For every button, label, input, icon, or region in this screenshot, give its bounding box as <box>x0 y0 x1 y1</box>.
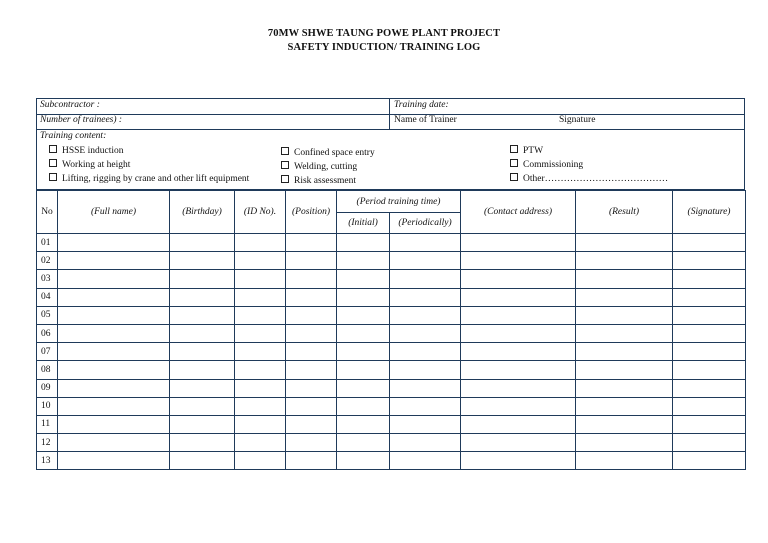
info-row-1 <box>37 99 744 115</box>
checkbox-icon[interactable] <box>49 159 57 167</box>
entry-cell[interactable] <box>390 234 461 252</box>
checkbox-icon[interactable] <box>510 159 518 167</box>
entry-cell[interactable] <box>235 270 286 288</box>
name-of-trainer-label: Name of Trainer <box>394 115 457 125</box>
entry-cell[interactable] <box>58 379 170 397</box>
entry-cell[interactable] <box>390 415 461 433</box>
entry-cell[interactable] <box>337 324 390 342</box>
entry-cell[interactable] <box>390 397 461 415</box>
option-ptw[interactable]: PTW <box>510 145 543 156</box>
entry-cell[interactable] <box>390 379 461 397</box>
option-hsse-induction[interactable]: HSSE induction <box>49 145 124 156</box>
table-row <box>37 324 746 342</box>
entry-cell[interactable] <box>235 343 286 361</box>
entry-cell[interactable] <box>235 415 286 433</box>
entry-cell[interactable] <box>337 234 390 252</box>
entry-cell[interactable] <box>673 379 746 397</box>
row-number: 03 <box>37 270 58 288</box>
entry-cell[interactable] <box>58 361 170 379</box>
entry-cell[interactable] <box>286 434 337 452</box>
option-other[interactable]: Other………………………………… <box>510 173 668 184</box>
entry-cell[interactable] <box>170 415 235 433</box>
table-row <box>37 379 746 397</box>
header-period-training-time: (Period training time) <box>337 191 461 213</box>
entry-cell[interactable] <box>673 306 746 324</box>
row-number: 11 <box>37 415 58 433</box>
entry-cell[interactable] <box>286 379 337 397</box>
entry-cell[interactable] <box>337 452 390 470</box>
row-number: 01 <box>37 234 58 252</box>
row-number: 05 <box>37 306 58 324</box>
entry-cell[interactable] <box>337 306 390 324</box>
info-divider <box>389 99 390 129</box>
row-number: 02 <box>37 252 58 270</box>
info-row-2 <box>37 114 744 130</box>
row-number: 12 <box>37 434 58 452</box>
entry-cell[interactable] <box>58 415 170 433</box>
entry-cell[interactable] <box>390 288 461 306</box>
table-row <box>37 452 746 470</box>
entry-cell[interactable] <box>390 452 461 470</box>
entry-cell[interactable] <box>673 270 746 288</box>
entry-cell[interactable] <box>235 452 286 470</box>
entry-cell[interactable] <box>58 397 170 415</box>
entry-cell[interactable] <box>170 234 235 252</box>
row-number: 04 <box>37 288 58 306</box>
training-date-label: Training date: <box>394 100 449 110</box>
entry-cell[interactable] <box>235 234 286 252</box>
entry-cell[interactable] <box>673 397 746 415</box>
entry-cell[interactable] <box>390 324 461 342</box>
entry-cell[interactable] <box>673 324 746 342</box>
checkbox-icon[interactable] <box>510 145 518 153</box>
entry-cell[interactable] <box>461 234 576 252</box>
entry-cell[interactable] <box>58 324 170 342</box>
entry-cell[interactable] <box>170 379 235 397</box>
entry-cell[interactable] <box>390 306 461 324</box>
training-log-table <box>36 190 746 470</box>
entry-cell[interactable] <box>390 252 461 270</box>
signature-label: Signature <box>559 115 596 125</box>
entry-cell[interactable] <box>673 288 746 306</box>
entry-cell[interactable] <box>337 434 390 452</box>
option-working-at-height[interactable]: Working at height <box>49 159 130 170</box>
entry-cell[interactable] <box>170 434 235 452</box>
entry-cell[interactable] <box>461 415 576 433</box>
entry-cell[interactable] <box>576 234 673 252</box>
header-no: No <box>37 191 58 234</box>
row-number: 13 <box>37 452 58 470</box>
entry-cell[interactable] <box>337 379 390 397</box>
table-row <box>37 397 746 415</box>
entry-cell[interactable] <box>235 252 286 270</box>
entry-cell[interactable] <box>286 234 337 252</box>
entry-cell[interactable] <box>337 270 390 288</box>
entry-cell[interactable] <box>576 288 673 306</box>
checkbox-icon[interactable] <box>281 175 289 183</box>
option-welding-cutting[interactable]: Welding, cutting <box>281 161 357 172</box>
entry-cell[interactable] <box>170 306 235 324</box>
table-row <box>37 234 746 252</box>
option-commissioning[interactable]: Commissioning <box>510 159 583 170</box>
entry-cell[interactable] <box>170 270 235 288</box>
entry-cell[interactable] <box>337 288 390 306</box>
entry-cell[interactable] <box>58 270 170 288</box>
training-content-label: Training content: <box>40 131 107 141</box>
entry-cell[interactable] <box>337 343 390 361</box>
entry-cell[interactable] <box>576 379 673 397</box>
entry-cell[interactable] <box>673 452 746 470</box>
checkbox-icon[interactable] <box>510 173 518 181</box>
entry-cell[interactable] <box>673 361 746 379</box>
entry-cell[interactable] <box>390 343 461 361</box>
entry-cell[interactable] <box>286 343 337 361</box>
entry-cell[interactable] <box>390 361 461 379</box>
entry-cell[interactable] <box>576 252 673 270</box>
entry-cell[interactable] <box>170 452 235 470</box>
row-number: 10 <box>37 397 58 415</box>
row-number: 07 <box>37 343 58 361</box>
entry-cell[interactable] <box>286 252 337 270</box>
header-periodically: (Periodically) <box>390 213 461 234</box>
entry-cell[interactable] <box>337 252 390 270</box>
document-subtitle: SAFETY INDUCTION/ TRAINING LOG <box>287 42 481 53</box>
entry-cell[interactable] <box>58 452 170 470</box>
entry-cell[interactable] <box>337 397 390 415</box>
entry-cell[interactable] <box>461 343 576 361</box>
entry-cell[interactable] <box>461 306 576 324</box>
row-number: 06 <box>37 324 58 342</box>
entry-cell[interactable] <box>461 434 576 452</box>
entry-cell[interactable] <box>286 270 337 288</box>
entry-cell[interactable] <box>235 434 286 452</box>
entry-cell[interactable] <box>286 452 337 470</box>
subcontractor-label: Subcontractor : <box>40 100 100 110</box>
table-row <box>37 306 746 324</box>
entry-cell[interactable] <box>576 270 673 288</box>
header-result: (Result) <box>576 191 673 234</box>
entry-cell[interactable] <box>576 361 673 379</box>
option-risk-assessment[interactable]: Risk assessment <box>281 175 356 186</box>
row-number: 09 <box>37 379 58 397</box>
entry-cell[interactable] <box>235 379 286 397</box>
entry-cell[interactable] <box>235 288 286 306</box>
entry-cell[interactable] <box>673 415 746 433</box>
entry-cell[interactable] <box>58 234 170 252</box>
table-row <box>37 361 746 379</box>
entry-cell[interactable] <box>461 324 576 342</box>
entry-cell[interactable] <box>286 397 337 415</box>
number-of-trainees-label: Number of trainees) : <box>40 115 123 125</box>
entry-cell[interactable] <box>461 361 576 379</box>
table-row <box>37 270 746 288</box>
entry-cell[interactable] <box>390 434 461 452</box>
header-birthday: (Birthday) <box>170 191 235 234</box>
entry-cell[interactable] <box>576 343 673 361</box>
header-full-name: (Full name) <box>58 191 170 234</box>
entry-cell[interactable] <box>170 343 235 361</box>
entry-cell[interactable] <box>576 306 673 324</box>
training-info-section <box>36 98 745 190</box>
table-row <box>37 252 746 270</box>
entry-cell[interactable] <box>58 343 170 361</box>
entry-cell[interactable] <box>673 343 746 361</box>
entry-cell[interactable] <box>576 324 673 342</box>
header-position: (Position) <box>286 191 337 234</box>
entry-cell[interactable] <box>461 288 576 306</box>
entry-cell[interactable] <box>286 415 337 433</box>
header-initial: (Initial) <box>337 213 390 234</box>
entry-cell[interactable] <box>461 379 576 397</box>
entry-cell[interactable] <box>235 306 286 324</box>
entry-cell[interactable] <box>286 324 337 342</box>
entry-cell[interactable] <box>170 252 235 270</box>
entry-cell[interactable] <box>673 234 746 252</box>
entry-cell[interactable] <box>58 306 170 324</box>
option-confined-space[interactable]: Confined space entry <box>281 147 375 158</box>
entry-cell[interactable] <box>170 324 235 342</box>
entry-cell[interactable] <box>58 252 170 270</box>
entry-cell[interactable] <box>58 288 170 306</box>
checkbox-icon[interactable] <box>281 147 289 155</box>
entry-cell[interactable] <box>286 306 337 324</box>
entry-cell[interactable] <box>235 397 286 415</box>
entry-cell[interactable] <box>286 288 337 306</box>
entry-cell[interactable] <box>286 361 337 379</box>
option-lifting-rigging[interactable]: Lifting, rigging by crane and other lift equipment <box>49 173 249 184</box>
entry-cell[interactable] <box>58 434 170 452</box>
entry-cell[interactable] <box>235 361 286 379</box>
training-log-rows <box>37 234 746 470</box>
table-row <box>37 343 746 361</box>
entry-cell[interactable] <box>576 397 673 415</box>
checkbox-icon[interactable] <box>49 173 57 181</box>
entry-cell[interactable] <box>673 434 746 452</box>
entry-cell[interactable] <box>170 361 235 379</box>
entry-cell[interactable] <box>170 397 235 415</box>
entry-cell[interactable] <box>461 252 576 270</box>
entry-cell[interactable] <box>170 288 235 306</box>
entry-cell[interactable] <box>337 415 390 433</box>
entry-cell[interactable] <box>390 270 461 288</box>
header-signature: (Signature) <box>673 191 746 234</box>
entry-cell[interactable] <box>461 397 576 415</box>
entry-cell[interactable] <box>461 270 576 288</box>
table-row <box>37 415 746 433</box>
checkbox-icon[interactable] <box>281 161 289 169</box>
row-number: 08 <box>37 361 58 379</box>
entry-cell[interactable] <box>337 361 390 379</box>
entry-cell[interactable] <box>673 252 746 270</box>
entry-cell[interactable] <box>461 452 576 470</box>
header-contact-address: (Contact address) <box>461 191 576 234</box>
entry-cell[interactable] <box>576 415 673 433</box>
checkbox-icon[interactable] <box>49 145 57 153</box>
entry-cell[interactable] <box>235 324 286 342</box>
table-row <box>37 288 746 306</box>
table-row <box>37 434 746 452</box>
entry-cell[interactable] <box>576 452 673 470</box>
document-title: 70MW SHWE TAUNG POWE PLANT PROJECT <box>267 28 501 39</box>
entry-cell[interactable] <box>576 434 673 452</box>
header-id-no: (ID No). <box>235 191 286 234</box>
